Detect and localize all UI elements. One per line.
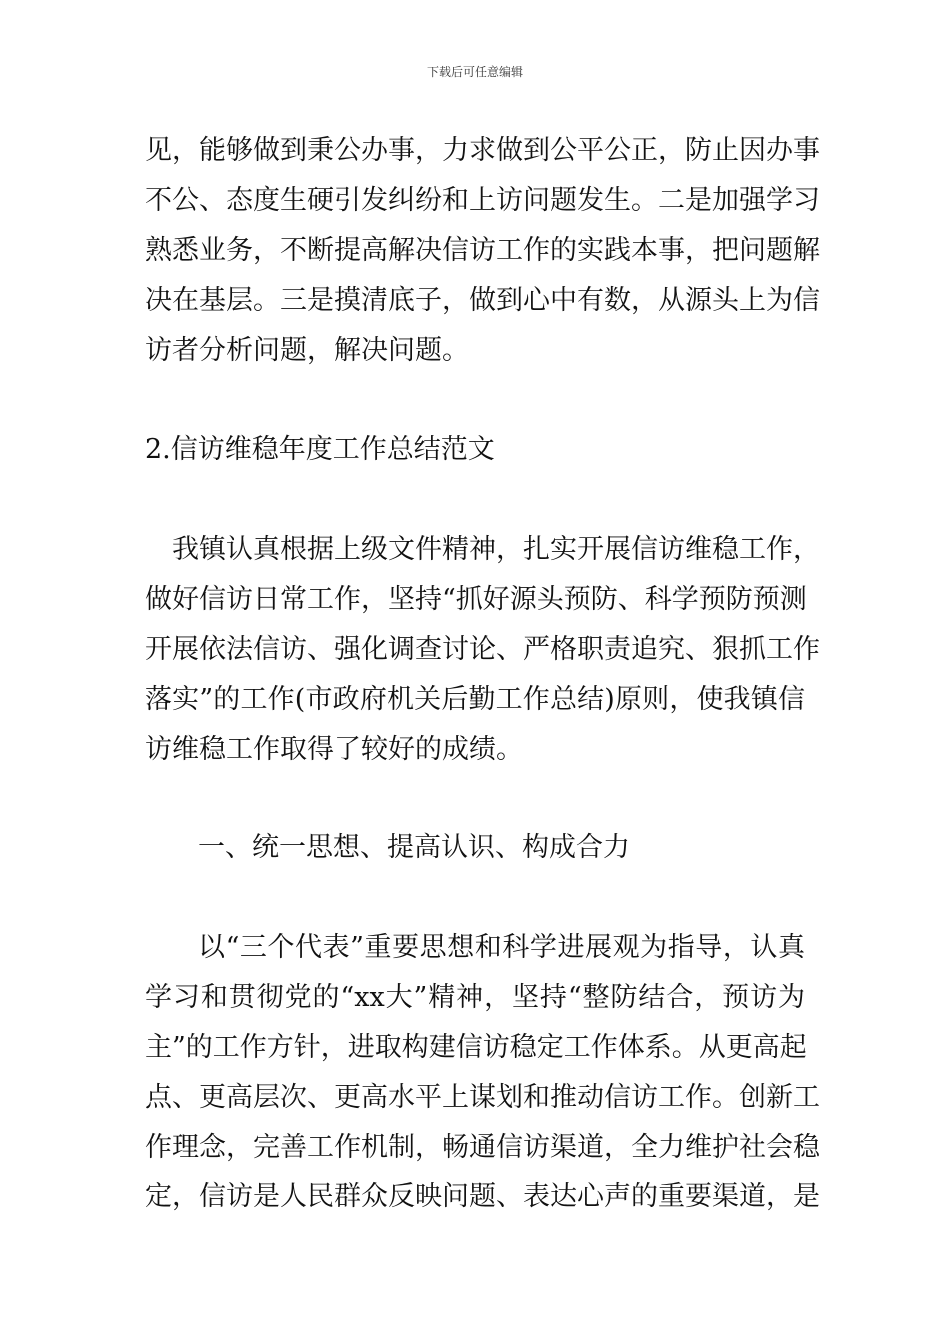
text-line: 主”的工作方针，进取构建信访稳定工作体系。从更高起 xyxy=(145,1032,807,1063)
text-line: 见，能够做到秉公办事，力求做到公平公正，防止因办事 xyxy=(145,135,820,166)
subheading: 一、统一思想、提高认识、构成合力 xyxy=(198,832,630,863)
text-line: 点、更高层次、更高水平上谋划和推动信访工作。创新工 xyxy=(145,1082,820,1113)
text-line: 定，信访是人民群众反映问题、表达心声的重要渠道，是 xyxy=(145,1181,820,1212)
text-line: 学习和贯彻党的“xx大”精神，坚持“整防结合，预访为 xyxy=(145,982,805,1013)
section-title: 2.信访维稳年度工作总结范文 xyxy=(145,434,495,465)
text-line: 落实”的工作(市政府机关后勤工作总结)原则，使我镇信 xyxy=(145,684,805,715)
text-line: 不公、态度生硬引发纠纷和上访问题发生。二是加强学习 xyxy=(145,185,820,216)
text-line: 熟悉业务，不断提高解决信访工作的实践本事，把问题解 xyxy=(145,235,820,266)
text-line: 决在基层。三是摸清底子，做到心中有数，从源头上为信 xyxy=(145,285,820,316)
text-line: 以“三个代表”重要思想和科学进展观为指导，认真 xyxy=(198,932,805,963)
text-line: 访维稳工作取得了较好的成绩。 xyxy=(145,734,523,765)
text-line: 作理念，完善工作机制，畅通信访渠道，全力维护社会稳 xyxy=(145,1132,820,1163)
text-line: 做好信访日常工作，坚持“抓好源头预防、科学预防预测 xyxy=(145,584,807,615)
text-line: 我镇认真根据上级文件精神，扎实开展信访维稳工作， xyxy=(172,534,820,565)
page-header-note: 下载后可任意编辑 xyxy=(426,65,523,79)
text-line: 开展依法信访、强化调查讨论、严格职责追究、狠抓工作 xyxy=(145,634,820,665)
text-line: 访者分析问题，解决问题。 xyxy=(145,335,469,366)
